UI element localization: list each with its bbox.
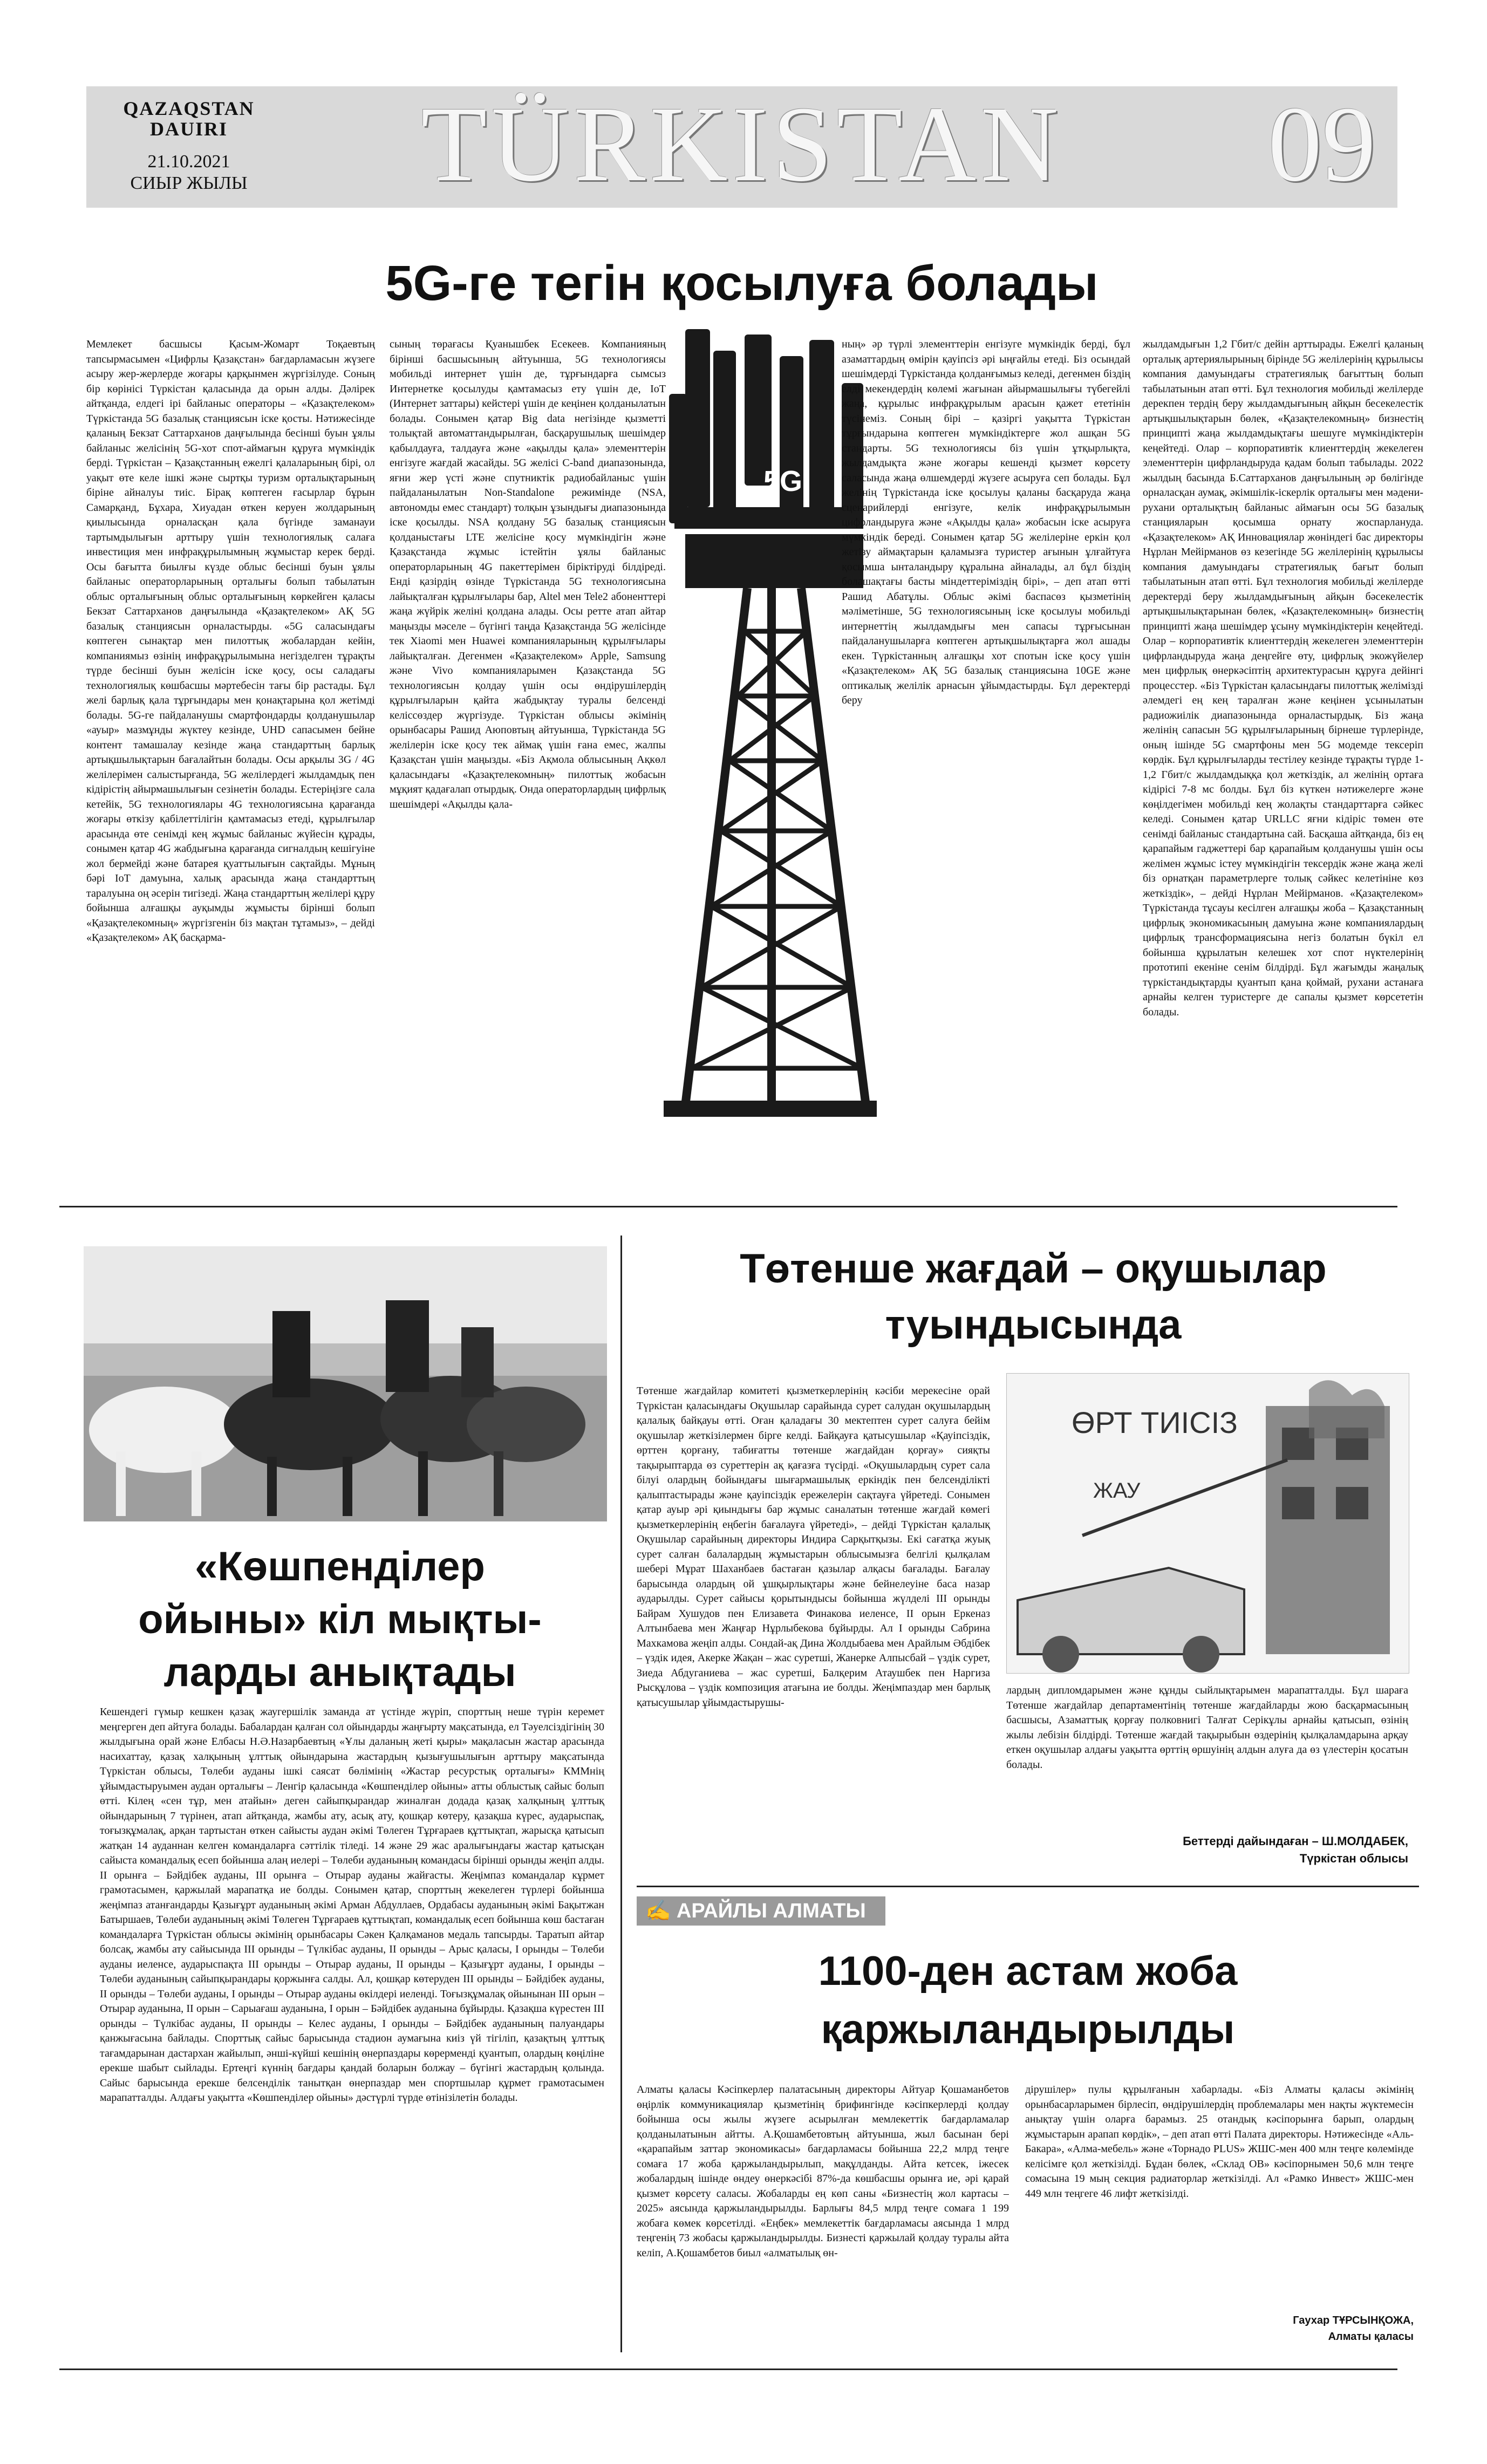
- article3-signature: Беттерді дайындаған – Ш.МОЛДАБЕК,: [1183, 1834, 1408, 1848]
- section-label-text: АРАЙЛЫ АЛМАТЫ: [676, 1900, 866, 1922]
- section-divider: [59, 1206, 1397, 1207]
- article3-column-2: лардың дипломдарымен және құнды сыйлықтарымен марапатталды. Бұл шараға Төтенше жағдайлар департаментінің төтенше жағдайларды жою басқармасының басшысы, Азаматтық қорғау полковнигі Талғат Серікұлы арнайы қатысып, өзінің жылы лебізін білдірді. Төтенше жағдай тақырыбын өздерінің қылқаламдарына арқау еткен оқушылар алдағы уақытта өрттің өршуінің алдын алуға да өз үлестерін қосатын болады.: [1006, 1684, 1408, 1771]
- article4-headline-line2: қаржыландырылды: [821, 2006, 1235, 2052]
- article-divider: [637, 1886, 1419, 1887]
- issue-date: 21.10.2021: [147, 152, 230, 172]
- column-divider: [620, 1236, 622, 2352]
- bottom-rule: [59, 2369, 1397, 2370]
- article3-column-1: Төтенше жағдайлар комитеті қызметкерлерінің кәсіби мерекесіне орай Түркістан қаласындағы Оқушылар сарайында сурет салудан оқушылардың қалалық байқауы өтті. Оған қаладағы 30 мектептен сурет салуға бейім оқушылар жеткізілермен бірге келді. Байқауға қатысушылар «Қауіпсіздік, өрттен қорғану, табиғатты төтенше жағдайдан қорғау» сияқты тақырыптарда өз суреттерін ақ қағазға түсірді. «Оқушылардың сурет сала білуі олардың бойындағы шығармашылық еркіндік пен белсенділікті қалыптастырады және қауіпсіздік ережелерін сақтауға үйретеді. Сонымен қатар ауыр әрі қиындығы бар жұмыс саналатын төтенше жағдай көмегі қызметкерлерінің еңбегін бағалауға үйретеді», – дейді Түркістан қалалық Оқушылар сарайының директоры Индира Сарқытқызы. Екі сағатқа жуық сурет салған балалардың жұмыстарын облысымызға белгілі қылқалам шебері Мұрат Шаханбаев бастаған қазылар алқасы бағалады. Бағалау барысында олардың ой ұшқырлықтары және бейнелеуіне баса назар аударылды. Сурет сайысы қорытындысы бойынша жүлделі III орынды Байрам Хушудов пен Елизавета Финакова иеленсе, II орын Еркеназ Алтынбаева мен Жаңғар Нұрлыбекова бұйырды. Ал I орынды Сабрина Махкамова жеңіп алды. Сондай-ақ Дина Жолдыбаева мен Арайлым Әбдібек – үздік идея, Акерке Жақан – жас суретші, Жанерке Алпысбай – үздік сурет, Зиеда Абдуганиева – жас суретші, Балқерим Атаушбек пен Наргиза Рысқұлова – үздік композиция атағына ие болды. Жеңімпаздар мен барлық қатысушылар ұйымдастырушы-: [637, 1385, 990, 1709]
- article4-headline: [637, 1942, 1419, 2059]
- masthead: [86, 86, 1397, 208]
- article3-headline-line1: Төтенше жағдай – оқушылар: [740, 1246, 1327, 1292]
- article1-column-4: жылдамдығын 1,2 Гбит/с дейін арттырады. Ежелгі қаланың орталық артериялырының бірінде 5G желілерінің құрылысы компания дамуындағы стратегиялық бағыттың болып табылатынын атап өтті. Бұл технология мобильді желілерде дерекпен тердің беру жылдамдығының айқын бесекелестік артықшылықтарын бөлек, «Қазақтелекомның» бизнестің принципті жаңа жылдамдықтағы шешуге мүмкіндіктерін кеңейтеді. Олар – корпоративтік клиенттердің жекелеген элементтерін цифрландыруда қадам болып табылады. 2022 жылдың басында Б.Саттарханов даңғылының әр бөлігінде орналасқан аумақ, әкімшілік-іскерлік орталығы мен мәдени-рухани орталықтың байланыс аймағын осы 5G базалық станцияларын қосымша орнату жоспарлануда. «Қазақтелеком» АҚ Инновациялар жөніндегі бас директоры Нұрлан Мейірманов өз кезегінде 5G желілерінің құрылысы компания дамуындағы стратегиялық бағыт болып табылатынын атап өтті. Бұл технология мобильді желілерде деректерді беру жылдамдығының айқын бәсекелестік артықшылықтарынан бөлек, «Қазақтелекомның» бизнестің принципті жаңа шешімдер ұсыну мүмкіндіктерін кеңейтеді. Олар – корпоративтік клиенттердің жекелеген элементтерін цифрландыруда жаңа деңгейге өту, цифрлық экожүйелер мен цифрлық өнеркәсіптің архитектурасын құруға дейінгі процесстер. «Біз Түркістан қаласындағы пилоттық желімізді әлемдегі ең кең таралған және кеңінен ұсынылатын радиожиілік диапазонында орналастырдық. Біз жаңа желінің сапасын 5G құрылғыларының бірнеше түрлерінде, оның ішінде 5G смартфоны мен 5G модемде тексеріп көрдік. Бұл құрылғыларды тестілеу кезінде тұрақты түрде 1-1,2 Гбит/с жылдамдыққа қол жеткіздік, ал желінің ортаға кідірісі 7-8 мс болды. Бұл біз күткен нәтижелерге және көңілдегімен мобильді кең жолақты стандарттарға сәйкес келеді. Сонымен қатар URLLC яғни кідіріс төмен өте сенімді байланыс стандартына сай. Басқаша айтқанда, біз ең қарапайым гаджеттері бар қарапайым қолданушы үшін осы желімен жұмыс істеу мүмкіндігін тексердік және жаңа желі біз орнатқан параметрлерге толық сәйкес келетініне көз жеткіздік», – дейді Нұрлан Мейірманов. «Қазақтелеком» Түркістанда тұсауы кесілген алғашқы жоба – Қазақстанның цифрлық экономикасының дамуына және компаниялардың цифрлық трансформациясына негіз болатын бүкіл ел бойынша құрылатын келешек хот спот нүктелерінің прототипі екеніне сенім білдірді. Бұл жағымды жаңалық түркістандықтарды қуантып қана қоймай, рухани астанаға арнайы келген туристерге де сапалы қызмет көрсететін болады.: [1143, 338, 1423, 1018]
- tower-5g-label: 5G: [763, 465, 803, 497]
- article3-headline: [642, 1241, 1424, 1353]
- article2-headline-line3: ларды анықтады: [163, 1649, 516, 1695]
- pen-icon: ✍: [645, 1900, 677, 1922]
- article4-column-1: Алматы қаласы Кәсіпкерлер палатасының директоры Айтуар Қошаманбетов өңірлік коммуникациялар қызметінің брифингінде кәсіпкерлерді қолдау бойынша осы жылы жүзеге асырылған мемлекеттік бағдарламалар қолданылатынын айтты. А.Қошамбетовтың айтуынша, жыл басынан бері «қарапайым заттар экономикасы» бағдарламасы бойынша 22,2 млрд теңге сомаға 17 жоба қаржыландырылып, мақұлданды. Айта кетсек, іжесек жобалардың ішінде өндеу өнеркәсібі 87%-да көшбасшы орынға ие, әрі қарай қызмет көрсету саласы. Жобаларды ең көп саны «Бизнестің жол картасы – 2025» аясында қаржыландырылды. Барлығы 84,5 млрд теңге сомаға 1 199 жобаға көмек көрсетілді. «Еңбек» мемлекеттік бағдарламасы аясында 1 млрд теңгенің 73 жобасы қаржыландырылды. Бизнесті қаржылай қолдау туралы айта келіп, А.Қошамбетов биыл «алматылық өн-: [637, 2084, 1009, 2259]
- page-number: 09: [1268, 85, 1376, 204]
- section-label-arayly-almaty: [637, 1896, 885, 1926]
- drawing-caption: ӨРТ ТИІСІЗ: [1072, 1405, 1238, 1439]
- article3-headline-line2: туындысында: [885, 1302, 1182, 1348]
- article1-column-3: ның» әр түрлі элементтерін енгізуге мүмкіндік берді, бұл азаматтардың өмірін қауіпсіз әрі ыңғайлы етеді. Біз осындай шешімдерді Түркістанда қолданғымыз келеді, дегенмен біздің елді мекендердің көлемі жағынан айырмашылығы түбегейлі жаңа, құрылыс инфрақұрылым арасын қажет ететінін түсінеміз. Соның бірі – қазіргі уақытта Түркістан тұрғындарына көптеген мүмкіндіктерге жол ашқан 5G стандарты. 5G технологиясы біз үшін ұтқырлықта, жылдамдықта және жоғары кешенді қызмет көрсету саласында жаңа өлшемдерді жүзеге асыруға сеп болады. Бұл желінің Түркістанда іске қосылуы қаланы басқаруда жаңа сценарийлерді енгізуге, келік инфрақұрылымын цифрландыруға және «Ақылды қала» жобасын іске асыруға мүмкіндік береді. Сонымен қатар 5G желілеріне еркін қол жетізу аймақтарын қаламызға туристер ағынын ұлғайтуға қосымша ынталандыру құралына айналады, ал бұл біздің болашақтағы басты міндеттеріміздің бірі», – деп атап өтті Рашид Абатұлы. Облыс әкімі баспасөз қызметінің мәліметінше, 5G технологиясының іске қосылуы мобильді интернеттің жылдамдығы мен сапасы тұрғысынан пайдаланушыларға көптеген артықшылықтарға жол ашады екен. Түркістанның алғашқы хот спотын іске қосу үшін «Қазақтелеком» АҚ 5G базалық станциясына 10GE және оптикалық желілік арнасын ұйымдастырды. Бұл деректерді беру: [842, 338, 1130, 706]
- newspaper-name-line1: QAZAQSTAN: [123, 98, 255, 119]
- article2-headline: [70, 1540, 610, 1699]
- article2-body: Кешендегі гүмыр кешкен қазақ жаугершілік заманда ат үстінде жүріп, спорттың неше түрін керемет меңгерген деп айтуға болады. Бабалардан қалған сол ойындарды жаңғырту мақсатында, ел Тәуелсіздігінің 30 жылдығына орай және Елбасы Н.Ә.Назарбаевтың «Ұлы даланың жеті қыры» мақаласын жастар арасында насихаттау, қазақ халқының ұлттық ойындарына жастардың қызығушылығын арттыру мақсатында Түркістан облысы, Төлеби ауданы ішкі саясат бөлімінің «Жастар ресурстық орталығы» КММнің ұйымдастыруымен аудан орталығы – Ленгір қаласында «Көшпенділер ойыны» атты облыстық сайыс болып өтті. Кілең «сен тұр, мен атайын» деген сайыпқырандар жиналған додада қазақ халқының ұлттық ойындарының 7 түрінен, атап айтқанда, жамбы ату, асық ату, қошқар көтеру, қазақша күрес, аударыспақ, тоғызқұмалақ, арқан тартыстан өткен сайысты аудан әкімі Төлеген Тұрғараев құттықтап, жарысқа қатысып жатқан 14 ауданнан келген командаларға сәттілік тіледі. 14 және 29 жас аралығындағы жастар қатысқан сайыста командалық есеп бойынша алаң иелері – Төлеби ауданының командасы бірінші орынды жеңіп алды. II орынға – Бәйдібек ауданы, III орынға – Отырар ауданы жайғасты. Жеңімпаз командалар кұрмет грамотасымен, қаржылай марапатқа ие болды. Сонымен қатар, спорттың жекелеген түрлері бойынша жеңімпаз атанғандарды Қазығұрт ауданының әкімі Арман Абдуллаев, Ордабасы ауданының әкімі Бақытжан Батыршаев, Төлеби ауданының әкімі Төлеген Тұрғараев құттықтап, командалық есеп бойынша көш бастаған командаларға Түркістан облысы әкімінің орынбасары Сәкен Қалқаманов медаль тапсырды. Таратып айтар болсақ, жамбы ату сайысында III орынды – Түлкібас ауданы, II орынды – Арыс қаласы, I орынды – Төлеби ауданы иеленсе, аударыспақта III орынды – Отырар ауданы, II орынды – Қазығұрт ауданы, I орынды – Төлеби ауданының сайыпқырандары қоржынға салды. Ал, қошқар көтеруден III орынды – Бәйдібек ауданы, II орынды – Төлеби ауданы, I орынды – Отырар ауданы өкілдері иеленді. Тоғызқұмалақ ойынынан III орын – Отырар ауданына, II орын – Сарыағаш ауданына, I орын – Бәйдібек ауданына бұйырды. Қазақша күрестен III орынды – Түлкібас ауданы, II орынды – Келес ауданы, I орынды – Бәйдібек ауданының палуандары қанжығасына байлады. Спорттық сайыс барысында стадион аумағына киіз үй тігіліп, қазақтың ұлттық тағамдарынан дастархан жайылып, әнші-күйші кешінің өнерпаздары көрерменді қуантып, олардың көңіліне ерекше шабыт сыйлады. Ертеңгі күннің бағдары қандай боларын болжау – бүгінгі жастардың қолында. Сайыс барысында ерекше белсенділік танытқан өнерпаздар мен спортшылар құрмет грамотасымен марапатталды. Алдағы уақытта «Көшпенділер ойыны» дәстүрлі түрде өтінізілетін болады.: [100, 1706, 604, 2104]
- article1-column-1: Мемлекет басшысы Қасым-Жомарт Тоқаевтың тапсырмасымен «Цифрлы Қазақстан» бағдарламасын жүзеге асыру жер-жерлерде жоғары қарқынмен жүргізілуде. Соның бір көрінісі Түркістан қаласында да орын алды. Дәлірек айтқанда, елдегі ірі байланыс операторы – «Қазақтелеком» Түркістанда 5G базалық станциясын іске қосты. Нәтижесінде қаланың Бекзат Саттарханов даңғылында бесінші буын ұялы байланыс желісінің 5G-хот спот-аймағын құруға мүмкіндік берді. Түркістан – Қазақстанның ежелгі қалаларының бірі, ол уақыт өте келе ішкі және сыртқы туризм орталықтарының біріне айналуы тиіс. Бірақ көптеген ғасырлар бұрын Самарқанд, Бұхара, Хиуадан өткен керуен жолдарының қиылысында орналасқан қала бүгінде заманауи тартымдылығын арттыру үшін технологиялық салаға инвестиция мен инфрақұрылымның жұмыстар керек берді. Осы бағытта биылғы күзде облыс бесінші буын ұялы байланыс операторларының орталығы болып табылатын облыс орталығының облыс орталығының көркейген қаласы Бекзат Саттарханов даңғылында «Қазақтелеком» АҚ 5G базалық станциясын орналастырды. «5G саласындағы көптеген сынақтар мен пилоттық жобалардан кейін, компаниямыз өзінің инфрақұрылымына негізделген тұрақты түрде бесінші буын желісін іске қосу, осы саладағы технологиялық көшбасшы мәртебесін тағы бір растады. Бұл желі барлық қала тұрғындары мен қонақтарына қол жетімді болады. 5G-ге пайдаланушы смартфондарды қолданушылар «ауыр» мазмұнды жүктеу кезінде, UHD сапасымен бейне контент тамашалау кезінде жаңа стандарттың барлық артықшылықтарын бағалайтын болады. Осы арқылы 3G / 4G желілерімен салыстырғанда, 5G желілердегі жылдамдық пен кідірістің айырмашылығын сезінетін болады. Естеріңізге сала кетейік, 5G технологиялары 4G технологиясына қарағанда жоғары өткізу қабілеттілігін қамтамасыз етеді, құрылғылар арасында өте сенімді кең жұмыс байланыс жүйесін құрады, сонымен қатар 4G жабдығына қарағанда сигналдың кешігуіне жол бермейді және батарея қуаттылығын сақтайды. Мұның бәрі IoT дамуына, халық арасында жаңа стандарттың таралуына оң әсерін тигізеді. Жаңа стандарттың желілері құру бойынша алғашқы ауқымды жұмысты бірінші болып «Қазақтелекомның» жүргізгенін біз мақтан тұтамыз», – дейді «Қазақтелеком» АҚ басқарма-: [86, 338, 375, 944]
- article1-column-2: сының төрағасы Қуанышбек Есекеев. Компанияның бірінші басшысының айтуынша, 5G технологиясы мобильді интернет үшін де, тұрғындарға сымсыз Интернетке қосылуды қамтамасыз ету үшін де, IoT (Интернет заттары) кейстері үшін де кеңінен қолданылатын болады. Сонымен қатар Big data негізінде қызметті толықтай автоматтандырылған, басқарушылық шешімдер қабылдауға, талдауға және «ақылды қала» элементтерін енгізуге жағдай жасайды. 5G желісі C-band диапазонында, яғни жер үсті және спутниктік радиобайланыс үшін пайдаланылатын Non-Standalone режимінде (NSA, автономды емес стандарт) толқын ұзындығы диапазонында іске қосылды. NSA қолдану 5G базалық станциясын қолданыстағы LTE желісіне қосу мүмкіндігін және Қазақстанда жұмыс істейтін ұялы байланыс операторларының 4G пакеттерімен біріктіруді білдіреді. Енді қазірдің өзінде Түркістанда 5G технологиясына лайықталған құрылғылары бар, Altel мен Tele2 абоненттері жаңа жүйрік желіні қолдана алады. Осы ретте атап айтар маңызды мәселе – бүгінгі таңда Қазақстанда 5G желісінде тек Xiaomi мен Huawei компанияларының құрылғылары лайықталған. Дегенмен «Қазақтелеком» Apple, Samsung және Vivo компанияларымен Қазақстанда 5G технологиясын қолдау үшін осы өндірушілердің құрылғыларын қайта жабдықтау туралы белсенді келіссөздер жүргізуде. Түркістан облысы әкімінің орынбасары Рашид Аюповтың айтуынша, Түркістанда 5G желілерін іске қосу тек аймақ үшін ғана емес, жалпы Қазақстан үшін маңызды. «Біз Ақмола облысының Ақкөл қаласындағы «Қазақтелекомның» пилоттық жобасын мұқият қадағалап отырдық. Онда операторлардың цифрлық шешімдері «Ақылды қала-: [390, 338, 666, 810]
- article3-signature-place: Түркістан облысы: [1299, 1852, 1408, 1865]
- newspaper-name-line2: DAUIRI: [149, 118, 228, 140]
- child-drawing-illustration: [1006, 1373, 1409, 1674]
- article1-headline: 5G-ге тегін қосылуға болады: [385, 256, 1099, 311]
- article4-headline-line1: 1100-ден астам жоба: [818, 1948, 1238, 1994]
- drawing-caption-2: ЖАУ: [1093, 1479, 1141, 1503]
- article2-headline-line1: «Көшпенділер: [195, 1544, 485, 1589]
- article4-signature: Гаухар ТҰРСЫНҚОЖА,: [1293, 2315, 1414, 2326]
- horse-riders-photo: [84, 1246, 607, 1521]
- article2-headline-line2: ойыны» кіл мықты-: [138, 1596, 542, 1642]
- article4-signature-place: Алматы қаласы: [1328, 2331, 1414, 2343]
- article4-column-2: дірушілер» пулы құрылғанын хабарлады. «Біз Алматы қаласы әкімінің орынбасарларымен бірлесіп, өндірушілердің проблемалары мен нақты жүктемесін анықтау үшін оларға барамыз. 25 отандық кәсіпорынға барып, олардың жұмыстарын арапап көрдік», – деп атап өтті Палата директоры. Нәтижесінде «Аль-Бакара», «Алма-мебель» және «Торнадо PLUS» ЖШС-мен 400 млн теңге көлемінде келісімге қол жеткізілді. Бұдан бөлек, «Склад ОВ» кәсіпорнымен 50,6 млн теңге сомасына 19 мың секция радиаторлар жеткізілді. Ал «Рамко Инвест» ЖШС-мен 449 млн теңгеге 46 лифт жеткізілді.: [1025, 2084, 1414, 2200]
- page-title: TÜRKISTAN: [421, 85, 1063, 204]
- year-name: СИЫР ЖЫЛЫ: [130, 173, 248, 193]
